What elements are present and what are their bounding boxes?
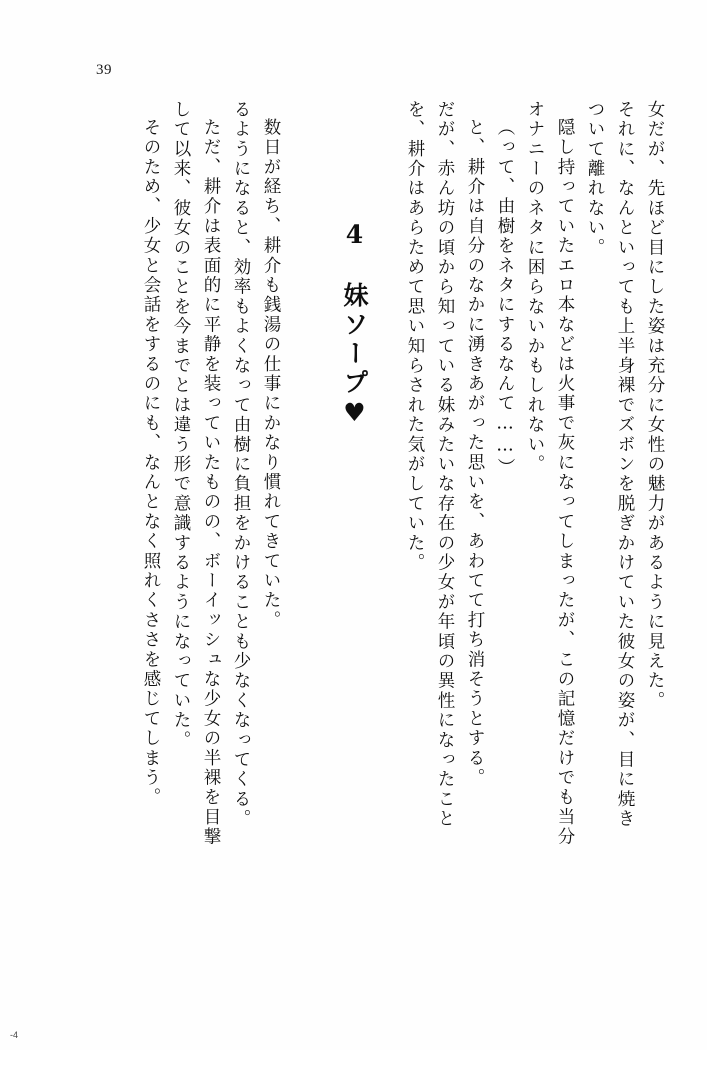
column-gap — [279, 100, 325, 970]
page-number: 39 — [96, 62, 112, 78]
bottom-page-mark: -4 — [10, 1030, 19, 1040]
text-column: そのため、少女と会話をするのにも、なんとなく照れくささを感じてしまう。 — [141, 118, 161, 808]
text-column: るようになると、効率もよくなって由樹に負担をかけることも少なくなってくる。 — [231, 100, 251, 829]
text-column: それに、なんといっても上半身裸でズボンを脱ぎかけていた彼女の姿が、目に焼き — [615, 100, 635, 829]
text-column: ただ、耕介は表面的に平静を装っていたものの、ボーイッシュな少女の半裸を目撃 — [201, 118, 221, 847]
text-column: と、耕介は自分のなかに湧きあがった思いを、あわてて打ち消そうとする。 — [465, 118, 485, 788]
column-gap — [367, 100, 393, 970]
text-column: だが、赤ん坊の頃から知っている妹みたいな存在の少女が年頃の異性になったこと — [435, 100, 455, 829]
text-column: 数日が経ち、耕介も銭湯の仕事にかなり慣れてきていた。 — [261, 118, 281, 631]
text-column: ついて離れない。 — [585, 100, 605, 258]
text-column: オナニーのネタに困らないかもしれない。 — [525, 100, 545, 475]
vertical-text-body — [60, 100, 663, 970]
text-column: （って、由樹をネタにするなんて……） — [495, 118, 515, 478]
text-column: 女だが、先ほど目にした姿は充分に女性の魅力があるように見えた。 — [645, 100, 665, 711]
text-column: して以来、彼女のことを今までとは違う形で意識するようになっていた。 — [171, 100, 191, 751]
section-heading: 4 妹ソープ♥ — [340, 220, 369, 431]
text-column: を、耕介はあらためて思い知らされた気がしていた。 — [405, 100, 425, 573]
text-column: 隠し持っていたエロ本などは火事で灰になってしまったが、この記憶だけでも当分 — [555, 118, 575, 847]
